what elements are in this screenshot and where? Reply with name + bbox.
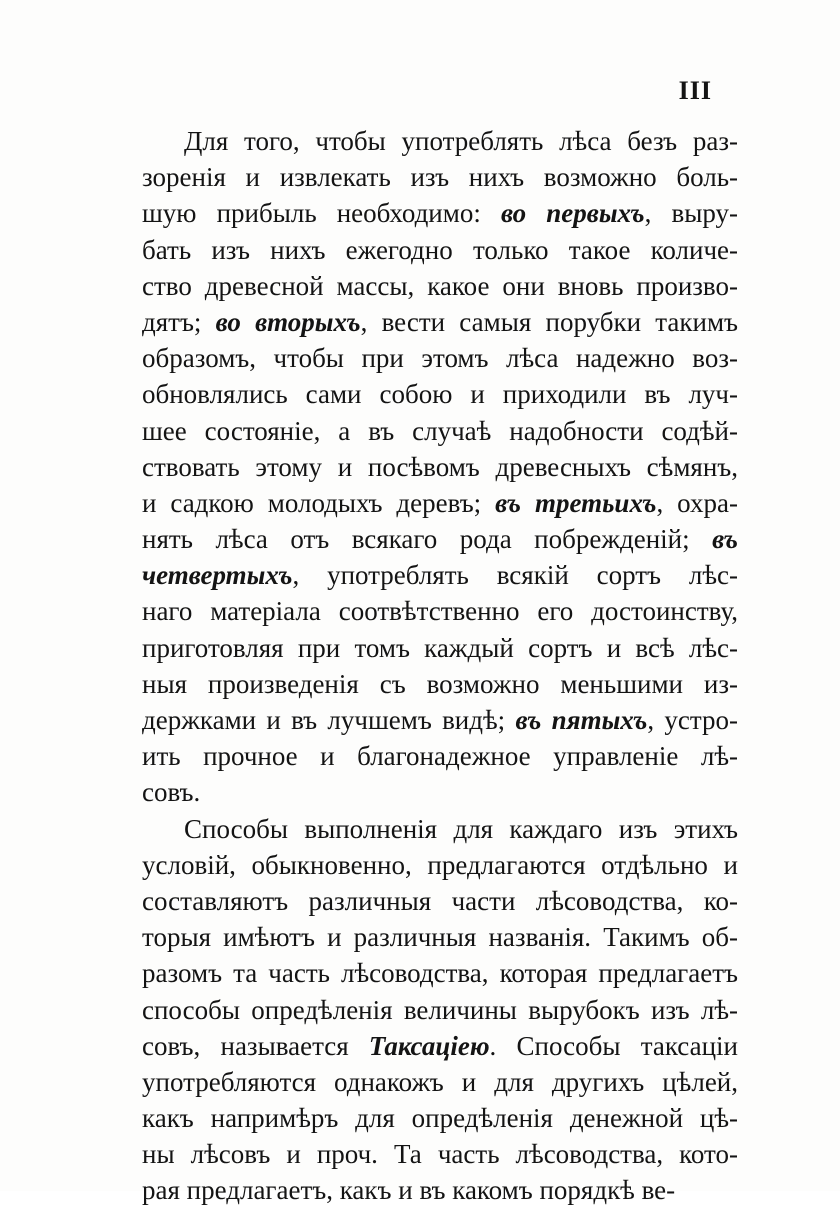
line-text: торыя имѣютъ и различныя названія. Такимъ об- [142, 922, 738, 953]
text-line [142, 413, 738, 449]
text-line [142, 557, 738, 593]
line-text: , вести самыя порубки такимъ [360, 306, 738, 337]
text-line [142, 268, 738, 304]
body-text [142, 123, 738, 1209]
emphasis-text: въ [712, 524, 738, 555]
text-line [142, 919, 738, 955]
emphasis-text: въ третьихъ [495, 487, 657, 518]
text-line [142, 666, 738, 702]
line-text: условій, обыкновенно, предлагаются отдѣльно и [142, 849, 738, 880]
line-text: шее состояніе, а въ случаѣ надобности содѣй- [142, 415, 738, 446]
paragraph-1 [142, 123, 738, 811]
line-text: . Способы таксаціи [489, 1030, 738, 1061]
text-line [142, 1064, 738, 1100]
text-line [142, 883, 738, 919]
text-line [142, 232, 738, 268]
line-text: совъ, называется [142, 1030, 369, 1061]
emphasis-text: въ пятыхъ [515, 705, 648, 735]
page-number: III [678, 76, 712, 105]
text-line [142, 304, 738, 340]
text-line [142, 195, 738, 231]
line-text: составляютъ различныя части лѣсоводства, ко- [142, 885, 738, 916]
text-line [142, 992, 738, 1028]
line-text: ить прочное и благонадежное управленіе лѣ- [142, 741, 738, 772]
line-text: зоренія и извлекать изъ нихъ возможно боль- [142, 162, 738, 193]
line-text: способы опредѣленія величины вырубокъ изъ лѣ- [142, 994, 738, 1025]
text-line [142, 847, 738, 883]
line-text: Способы выполненія для каждаго изъ этихъ [184, 813, 738, 844]
emphasis-text: во первыхъ [500, 198, 645, 229]
emphasis-text: во вторыхъ [215, 306, 361, 337]
line-text: держками и въ лучшемъ видѣ; [142, 705, 516, 735]
text-line [142, 449, 738, 485]
line-text: шую прибыль необходимо: [142, 198, 501, 229]
line-text: дятъ; [142, 306, 216, 337]
text-line [142, 485, 738, 521]
line-text: и садкою молодыхъ деревъ; [142, 487, 496, 518]
line-text: , употреблять всякій сортъ лѣс- [292, 560, 738, 591]
text-line [142, 1136, 738, 1172]
line-text: употребляются однакожъ и для другихъ цѣлей, [142, 1066, 738, 1097]
line-text: ны лѣсовъ и проч. Та часть лѣсоводства, кото- [142, 1139, 738, 1170]
line-text: , устро- [647, 705, 738, 735]
text-line [142, 702, 738, 738]
text-line [142, 811, 738, 847]
line-text: рая предлагаетъ, какъ и въ какомъ порядкѣ ве- [142, 1175, 676, 1206]
text-line [142, 1100, 738, 1136]
emphasis-text: четвертыхъ [142, 560, 293, 591]
line-text: Для того, чтобы употреблять лѣса безъ раз- [184, 126, 738, 156]
text-line [142, 774, 738, 810]
emphasis-text: Таксаціею [368, 1030, 490, 1061]
line-text: наго матеріала соотвѣтственно его достоинству, [142, 596, 738, 627]
text-line [142, 738, 738, 774]
text-line [142, 593, 738, 629]
line-text: какъ напримѣръ для опредѣленія денежной цѣ- [142, 1103, 738, 1134]
line-text: бать изъ нихъ ежегодно только такое количе- [142, 234, 738, 265]
line-text: ныя произведенія съ возможно меньшими из- [142, 668, 738, 699]
text-line [142, 1028, 738, 1064]
line-text: совъ. [142, 777, 201, 808]
line-text: нять лѣса отъ всякаго рода побрежденій; [142, 524, 713, 555]
line-text: , выру- [644, 198, 738, 229]
line-text: обновлялись сами собою и приходили въ луч- [142, 379, 738, 410]
text-line [142, 376, 738, 412]
text-line [142, 159, 738, 195]
text-line [142, 340, 738, 376]
line-text: приготовляя при томъ каждый сортъ и всѣ лѣс- [142, 632, 738, 663]
text-line [142, 955, 738, 991]
text-line [142, 630, 738, 666]
paragraph-2 [142, 811, 738, 1209]
line-text: , охра- [656, 487, 738, 518]
text-line [142, 123, 738, 159]
text-line [142, 521, 738, 557]
line-text: ствовать этому и посѣвомъ древесныхъ сѣмянъ, [142, 451, 738, 482]
line-text: ство древесной массы, какое они вновь произво- [142, 270, 738, 301]
line-text: разомъ та часть лѣсоводства, которая предлагаетъ [142, 958, 738, 989]
line-text: образомъ, чтобы при этомъ лѣса надежно воз- [142, 343, 738, 374]
